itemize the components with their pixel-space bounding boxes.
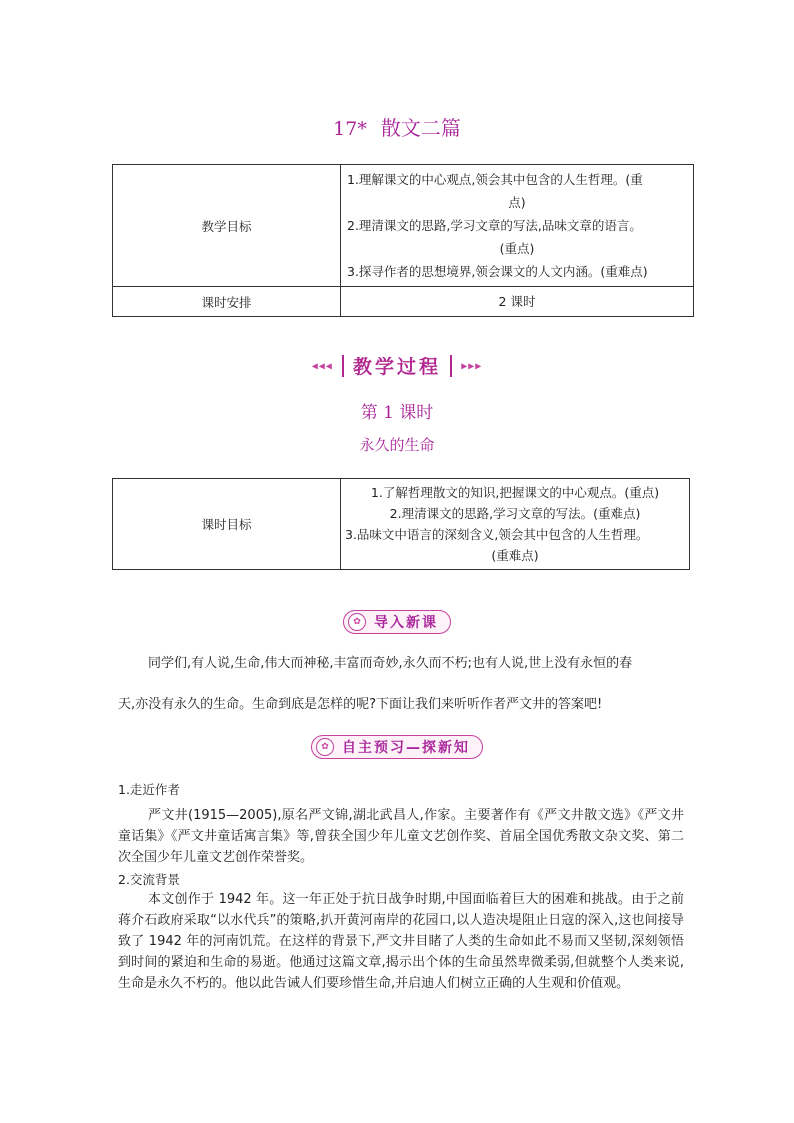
- process-banner: [0, 352, 794, 379]
- process-heading: 教学过程: [352, 356, 441, 378]
- period-title: 第 1 课时: [360, 403, 434, 423]
- lotus-icon: ✿: [316, 738, 334, 756]
- goal-item: (重点): [499, 241, 535, 256]
- goal-item: 2.理清课文的思路,学习文章的写法。(重难点): [389, 506, 641, 521]
- goal-item: (重难点): [491, 548, 539, 563]
- preview-section-label: 自主预习—探新知: [342, 740, 470, 756]
- period-goals-label: 课时目标: [113, 479, 341, 570]
- preview-section-badge: [0, 734, 794, 759]
- period-goals-row: [113, 479, 690, 570]
- period-goals-content: [341, 479, 690, 570]
- schedule-label: 课时安排: [113, 287, 341, 317]
- goal-item: 1.理解课文的中心观点,领会其中包含的人生哲理。(重: [347, 172, 643, 187]
- lesson-title: [0, 112, 794, 141]
- divider: [342, 355, 344, 377]
- objectives-label: 教学目标: [113, 165, 341, 287]
- goal-item: 3.品味文中语言的深刻含义,领会其中包含的人生哲理。: [345, 527, 649, 542]
- schedule-value: 2 课时: [341, 287, 694, 317]
- text-title: 永久的生命: [359, 436, 435, 454]
- goal-item: 2.理清课文的思路,学习文章的写法,品味文章的语言。: [347, 218, 642, 233]
- objectives-content: [341, 165, 694, 287]
- schedule-row: [113, 287, 694, 317]
- author-heading: 1.走近作者: [118, 782, 180, 797]
- lotus-icon: ✿: [348, 613, 366, 631]
- intro-section-badge: [0, 609, 794, 634]
- goal-item: 1.了解哲理散文的知识,把握课文的中心观点。(重点): [370, 485, 660, 500]
- intro-paragraph-line1: 同学们,有人说,生命,伟大而神秘,丰富而奇妙,永久而不朽;也有人说,世上没有永恒的春: [148, 656, 633, 671]
- goal-item: 3.探寻作者的思想境界,领会课文的人文内涵。(重难点): [347, 264, 648, 279]
- author-paragraph: 严文井(1915—2005),原名严文锦,湖北武昌人,作家。主要著作有《严文井散文选》《严文井童话集》《严文井童话寓言集》等,曾获全国少年儿童文艺创作奖、首届全国优秀散文杂文奖、第二次全国少年儿童文艺创作荣誉奖。: [118, 808, 684, 865]
- goal-item: 点): [508, 195, 526, 210]
- divider: [450, 355, 452, 377]
- intro-paragraph-line2: 天,亦没有永久的生命。生命到底是怎样的呢?下面让我们来听听作者严文井的答案吧!: [118, 697, 603, 712]
- intro-section-label: 导入新课: [374, 615, 438, 631]
- background-heading: 2.交流背景: [118, 872, 180, 887]
- left-arrows-icon: ◂◂◂: [311, 358, 333, 373]
- lesson-name: 散文二篇: [380, 116, 461, 140]
- objectives-row: [113, 165, 694, 287]
- background-paragraph: 本文创作于 1942 年。这一年正处于抗日战争时期,中国面临着巨大的困难和挑战。由于之前蒋介石政府采取“以水代兵”的策略,扒开黄河南岸的花园口,以人造决堤阻止日寇的深入,这也间接导致了 1942 年的河南饥荒。在这样的背景下,严文井目睹了人类的生命如此不易而又坚韧,深刻领悟到时间的紧迫和生命的易逝。他通过这篇文章,揭示出个体的生命虽然卑微柔弱,但就整个人类来说,生命是永久不朽的。他以此告诫人们要珍惜生命,并启迪人们树立正确的人生观和价值观。: [118, 892, 684, 991]
- lesson-number: 17*: [333, 118, 367, 140]
- period-goals-table: [112, 478, 690, 570]
- right-arrows-icon: ▸▸▸: [461, 358, 483, 373]
- objectives-table: [112, 164, 694, 317]
